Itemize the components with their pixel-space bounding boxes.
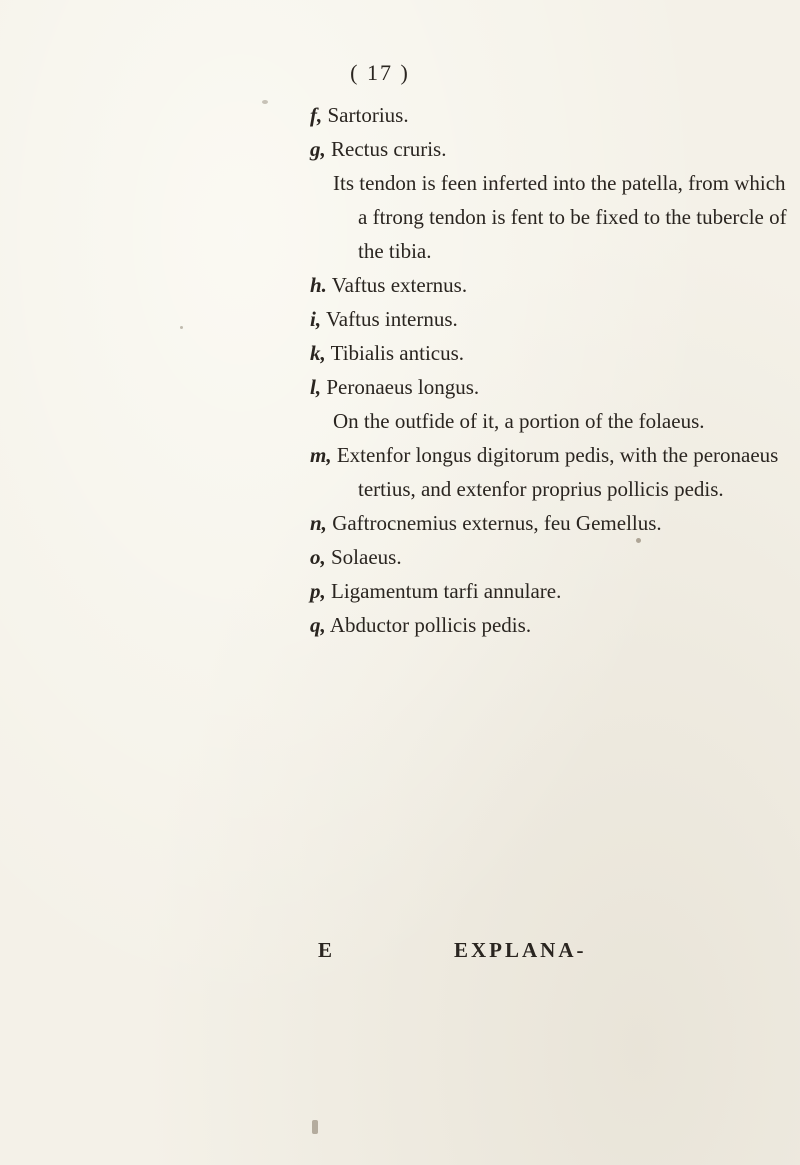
item-text: Its tendon is feen inferted into the patella, from which [333,171,786,195]
item-text: On the outfide of it, a portion of the folaeus. [333,409,705,433]
list-item [310,139,446,160]
list-item [310,275,467,296]
page-speck [180,326,183,329]
list-item [358,241,431,262]
item-text: Peronaeus longus. [321,375,480,399]
item-text: Vaftus internus. [321,307,458,331]
item-letter: q, [310,613,326,637]
page-speck [262,100,268,104]
item-text: Rectus cruris. [325,137,447,161]
page-speck [312,1120,318,1134]
item-letter: h. [310,273,327,297]
signature-mark: E [318,938,336,962]
list-item [310,309,458,330]
item-text: tertius, and extenfor proprius pollicis pedis. [358,477,724,501]
list-item [358,479,724,500]
item-letter: i, [310,307,322,331]
list-item [310,343,464,364]
item-letter: k, [310,341,326,365]
item-letter: n, [310,511,327,535]
list-item [310,377,479,398]
item-text: the tibia. [358,239,432,263]
page-speck [636,538,641,543]
item-letter: p, [310,579,326,603]
item-letter: m, [310,443,332,467]
item-text: Sartorius. [322,103,409,127]
item-text: Tibialis anticus. [325,341,465,365]
list-item [333,411,705,432]
item-text: Gaftrocnemius externus, feu Gemellus. [326,511,662,535]
list-item [310,105,409,126]
item-text: Ligamentum tarfi annulare. [325,579,562,603]
list-item [333,173,786,194]
item-text: Solaeus. [325,545,402,569]
item-letter: l, [310,375,322,399]
item-letter: f, [310,103,323,127]
list-item [310,615,531,636]
item-text: a ftrong tendon is fent to be fixed to the tubercle of [358,205,787,229]
list-item [358,207,787,228]
catchword: EXPLANA- [454,938,587,962]
list-item [310,547,402,568]
list-item [310,581,561,602]
list-item [310,513,662,534]
list-item [310,445,778,466]
item-letter: o, [310,545,326,569]
item-text: Extenfor longus digitorum pedis, with the peronaeus [331,443,779,467]
item-letter: g, [310,137,326,161]
page-number: ( 17 ) [350,60,410,85]
item-text: Vaftus externus. [326,273,468,297]
item-text: Abductor pollicis pedis. [325,613,532,637]
